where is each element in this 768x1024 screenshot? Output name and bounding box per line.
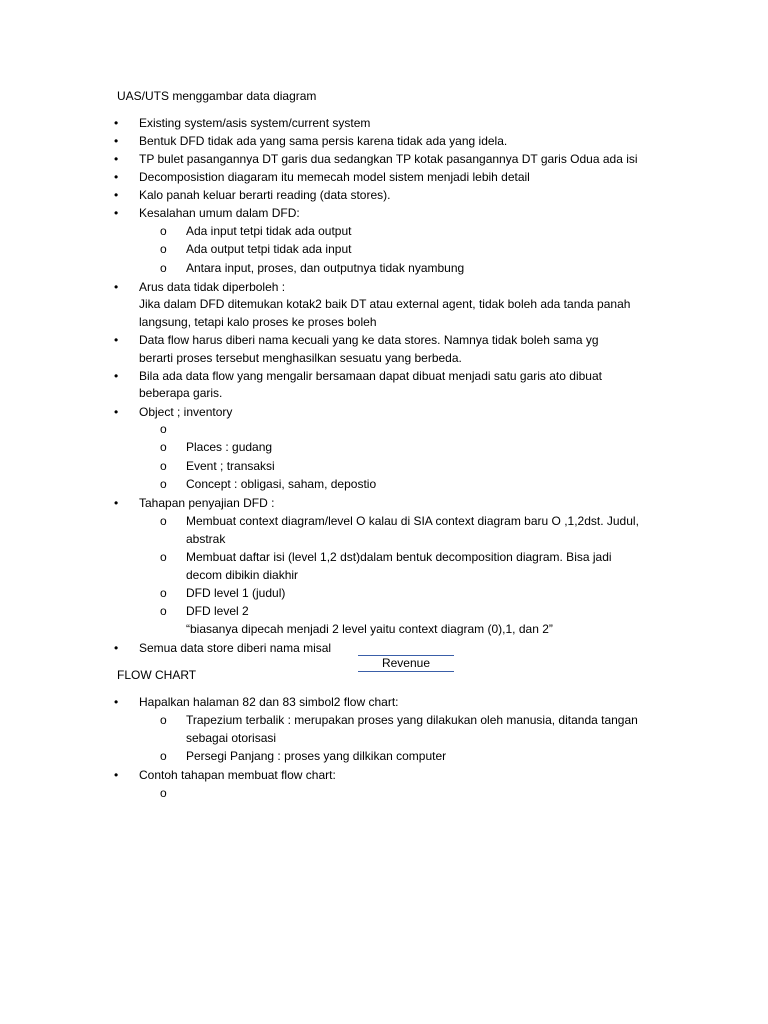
sub-list-item: Places : gudang (186, 440, 273, 454)
sub-list-item: Membuat context diagram/level O kalau di SIA context diagram baru O ,1,2dst. Judul, (186, 514, 639, 528)
bullet-marker: • (114, 641, 119, 655)
sub-bullet-marker: o (160, 459, 167, 473)
bullet-marker: • (114, 134, 119, 148)
bullet-marker: • (114, 170, 119, 184)
sub-bullet-marker: o (160, 786, 167, 800)
sub-bullet-marker: o (160, 604, 167, 618)
list-item: Decomposistion diagaram itu memecah model sistem menjadi lebih detail (139, 170, 530, 184)
sub-list-item: DFD level 2 (186, 604, 249, 618)
sub-bullet-marker: o (160, 224, 167, 238)
bullet-marker: • (114, 369, 119, 383)
bullet-marker: • (114, 405, 119, 419)
bullet-marker: • (114, 116, 119, 130)
bullet-marker: • (114, 206, 119, 220)
bullet-marker: • (114, 695, 119, 709)
bullet-marker: • (114, 152, 119, 166)
list-item-continuation: beberapa garis. (139, 386, 223, 400)
sub-bullet-marker: o (160, 261, 167, 275)
sub-list-item: Antara input, proses, dan outputnya tidak nyambung (186, 261, 465, 275)
sub-list-item: Ada output tetpi tidak ada input (186, 242, 352, 256)
sub-list-item-continuation: abstrak (186, 532, 226, 546)
list-item: Existing system/asis system/current system (139, 116, 371, 130)
sub-list-item: Event ; transaksi (186, 459, 275, 473)
sub-bullet-marker: o (160, 550, 167, 564)
list-item: Arus data tidak diperboleh : (139, 280, 286, 294)
bullet-marker: • (114, 188, 119, 202)
sub-bullet-marker: o (160, 422, 167, 436)
sub-list-item: Persegi Panjang : proses yang dilkikan computer (186, 749, 447, 763)
data-store-example: Revenue (358, 655, 454, 672)
sub-bullet-marker: o (160, 514, 167, 528)
list-item: Contoh tahapan membuat flow chart: (139, 768, 336, 782)
sub-list-item: Concept : obligasi, saham, depostio (186, 477, 377, 491)
list-item: Kalo panah keluar berarti reading (data stores). (139, 188, 391, 202)
bullet-marker: • (114, 768, 119, 782)
sub-list-item-continuation: decom dibikin diakhir (186, 568, 299, 582)
list-item: Bentuk DFD tidak ada yang sama persis karena tidak ada yang idela. (139, 134, 508, 148)
list-item-continuation: berarti proses tersebut menghasilkan sesuatu yang berbeda. (139, 351, 462, 365)
sub-bullet-marker: o (160, 242, 167, 256)
bullet-marker: • (114, 280, 119, 294)
bullet-marker: • (114, 496, 119, 510)
list-item: Bila ada data flow yang mengalir bersamaan dapat dibuat menjadi satu garis ato dibuat (139, 369, 602, 383)
list-item-continuation: Jika dalam DFD ditemukan kotak2 baik DT atau external agent, tidak boleh ada tanda panah (139, 297, 631, 311)
list-item-continuation: langsung, tetapi kalo proses ke proses boleh (139, 315, 377, 329)
sub-list-item-continuation: sebagai otorisasi (186, 731, 277, 745)
list-item: Hapalkan halaman 82 dan 83 simbol2 flow chart: (139, 695, 399, 709)
sub-bullet-marker: o (160, 586, 167, 600)
document-title: UAS/UTS menggambar data diagram (117, 89, 317, 103)
list-item: Data flow harus diberi nama kecuali yang ke data stores. Namnya tidak boleh sama yg (139, 333, 599, 347)
sub-list-item: Ada input tetpi tidak ada output (186, 224, 352, 238)
sub-bullet-marker: o (160, 713, 167, 727)
quote-line: “biasanya dipecah menjadi 2 level yaitu context diagram (0),1, dan 2” (186, 622, 553, 636)
section-heading: FLOW CHART (117, 668, 197, 682)
bullet-marker: • (114, 333, 119, 347)
list-item: Kesalahan umum dalam DFD: (139, 206, 300, 220)
sub-bullet-marker: o (160, 440, 167, 454)
list-item: Tahapan penyajian DFD : (139, 496, 275, 510)
list-item: TP bulet pasangannya DT garis dua sedangkan TP kotak pasangannya DT garis Odua ada isi (139, 152, 638, 166)
sub-list-item: DFD level 1 (judul) (186, 586, 286, 600)
list-item: Semua data store diberi nama misal (139, 641, 332, 655)
sub-bullet-marker: o (160, 749, 167, 763)
sub-list-item: Trapezium terbalik : merupakan proses yang dilakukan oleh manusia, ditanda tangan (186, 713, 638, 727)
list-item: Object ; inventory (139, 405, 233, 419)
sub-list-item: Membuat daftar isi (level 1,2 dst)dalam bentuk decomposition diagram. Bisa jadi (186, 550, 612, 564)
sub-bullet-marker: o (160, 477, 167, 491)
